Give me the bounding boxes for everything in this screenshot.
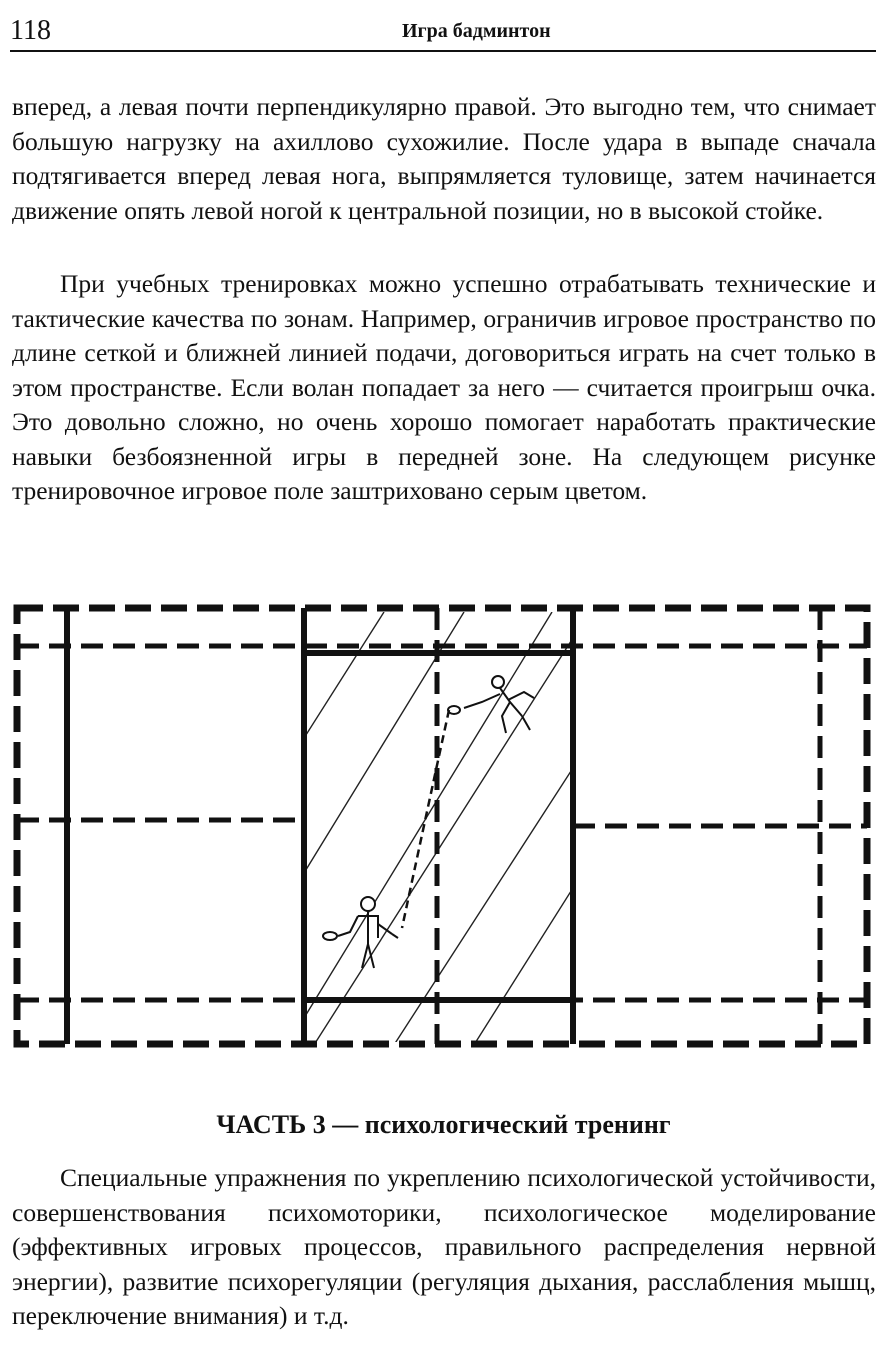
paragraph-3-text: Специальные упражнения по укреплению психологической устойчивости, совершенствования психомоторики, психологическое моделирование (эффективных игровых процессов, правильного распределения нервной энергии), развитие психорегуляции (регуляция дыхания, расслабления мышц, переключение внимания) и т.д. [12, 1163, 876, 1330]
page-header [10, 14, 876, 52]
player-top-icon [448, 676, 534, 733]
dashed-service-lines [17, 608, 867, 1044]
paragraph-2 [12, 267, 876, 509]
section-heading: ЧАСТЬ 3 — психологический тренинг [216, 1110, 671, 1139]
paragraph-1: вперед, а левая почти перпендикулярно правой. Это выгодно тем, что снимает большую нагрузку на ахиллово сухожилие. После удара в выпаде сначала подтягивается вперед левая нога, выпрямляется туловище, затем начинается движение опять левой ногой к центральной позиции, но в высокой стойке. [12, 92, 876, 225]
player-bottom-icon [323, 897, 398, 968]
page-number: 118 [10, 15, 51, 46]
paragraph-3 [12, 1161, 876, 1334]
badminton-court-diagram [12, 598, 876, 1056]
shuttle-trajectory [402, 710, 449, 928]
paragraph-2-text: При учебных тренировках можно успешно отрабатывать технические и тактические качества по зонам. Например, ограничив игровое пространство по длине сеткой и ближней линией подачи, договориться играть на счет только в этом пространстве. Если волан попадает за него — считается проигрыш очка. Это довольно сложно, но очень хорошо помогает наработать практические навыки безбоязненной игры в передней зоне. На следующем рисунке тренировочное игровое поле заштриховано серым цветом. [12, 269, 876, 505]
running-title: Игра бадминтон [402, 20, 551, 42]
solid-court-lines [67, 608, 573, 1044]
